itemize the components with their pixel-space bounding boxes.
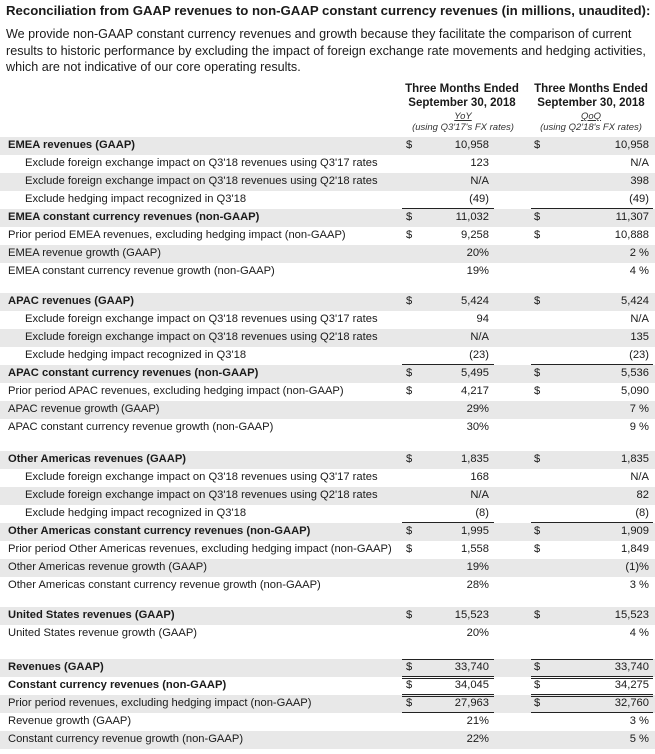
col1-value: 20% xyxy=(466,627,489,639)
col2-value: 7 % xyxy=(629,403,649,415)
col1-value: 94 xyxy=(476,313,489,325)
table-row xyxy=(0,487,655,505)
row-label: EMEA revenue growth (GAAP) xyxy=(8,247,161,259)
table-row xyxy=(0,731,655,749)
table-row xyxy=(0,311,655,329)
col2-value: 4 % xyxy=(629,265,649,277)
table-row xyxy=(0,347,655,365)
section-gap xyxy=(0,595,655,607)
col2-sub-note: (using Q2'18's FX rates) xyxy=(540,121,642,133)
col2-value: 10,958 xyxy=(614,139,649,151)
col1-header-line1: Three Months Ended xyxy=(405,83,519,95)
col1-dollar-sign: $ xyxy=(406,211,413,223)
row-label: APAC constant currency revenues (non-GAAP) xyxy=(8,367,259,379)
table-row xyxy=(0,365,655,383)
col1-value: 4,217 xyxy=(461,385,489,397)
col2-dollar-sign: $ xyxy=(534,525,541,537)
col2-value: 398 xyxy=(630,175,649,187)
row-label: Exclude hedging impact recognized in Q3'18 xyxy=(25,193,247,205)
col1-value: 28% xyxy=(466,579,489,591)
table-row xyxy=(0,659,655,677)
table-row xyxy=(0,155,655,173)
col2-dollar-sign: $ xyxy=(534,543,541,555)
col1-value: 5,495 xyxy=(461,367,489,379)
table-row xyxy=(0,559,655,577)
total-underline xyxy=(402,522,494,523)
row-label: Constant currency revenues (non-GAAP) xyxy=(8,679,227,691)
row-label: Prior period revenues, excluding hedging impact (non-GAAP) xyxy=(8,697,312,709)
total-underline xyxy=(402,676,494,679)
col1-value: (49) xyxy=(469,193,489,205)
col1-value: 168 xyxy=(470,471,489,483)
col1-value: 21% xyxy=(466,715,489,727)
total-underline xyxy=(531,712,653,713)
col1-value: 15,523 xyxy=(454,609,489,621)
col2-value: 9 % xyxy=(629,421,649,433)
col2-value: N/A xyxy=(630,157,649,169)
col2-subheader xyxy=(529,112,653,133)
row-label: Prior period Other Americas revenues, excluding hedging impact (non-GAAP) xyxy=(8,543,392,555)
table-row xyxy=(0,419,655,437)
col1-dollar-sign: $ xyxy=(406,679,413,691)
total-underline xyxy=(531,208,653,209)
row-label: Exclude hedging impact recognized in Q3'18 xyxy=(25,349,247,361)
col1-header xyxy=(402,83,522,110)
total-underline xyxy=(531,676,653,679)
col2-header xyxy=(531,83,651,110)
col2-value: 1,909 xyxy=(621,525,649,537)
total-underline xyxy=(531,364,653,365)
total-underline xyxy=(402,712,494,713)
col1-value: 29% xyxy=(466,403,489,415)
total-underline xyxy=(531,659,653,660)
table-row xyxy=(0,523,655,541)
col1-value: 9,258 xyxy=(461,229,489,241)
col2-value: (23) xyxy=(629,349,649,361)
row-label: Exclude foreign exchange impact on Q3'18 revenues using Q3'17 rates xyxy=(25,157,378,169)
col2-value: 33,740 xyxy=(614,661,649,673)
col1-value: (23) xyxy=(469,349,489,361)
table-row xyxy=(0,541,655,559)
row-label: EMEA constant currency revenues (non-GAAP) xyxy=(8,211,260,223)
col1-value: 27,963 xyxy=(454,697,489,709)
col2-value: 5 % xyxy=(629,733,649,745)
col1-value: 34,045 xyxy=(454,679,489,691)
col1-subheader xyxy=(402,112,524,133)
intro-paragraph: We provide non-GAAP constant currency revenues and growth because they facilitate the comparison of current results to historic performance by excluding the impact of foreign exchange rate movements and hedging activities, which are not indicative of our core operating results. xyxy=(6,27,646,74)
col1-value: 30% xyxy=(466,421,489,433)
col2-value: 1,849 xyxy=(621,543,649,555)
col1-value: N/A xyxy=(470,331,489,343)
col2-dollar-sign: $ xyxy=(534,697,541,709)
col2-value: 15,523 xyxy=(614,609,649,621)
col1-value: 19% xyxy=(466,265,489,277)
col2-value: N/A xyxy=(630,313,649,325)
col2-value: 2 % xyxy=(629,247,649,259)
col1-dollar-sign: $ xyxy=(406,661,413,673)
total-underline xyxy=(531,694,653,697)
col2-value: 82 xyxy=(636,489,649,501)
table-row xyxy=(0,245,655,263)
col2-value: 3 % xyxy=(629,715,649,727)
col2-dollar-sign: $ xyxy=(534,367,541,379)
col1-dollar-sign: $ xyxy=(406,139,413,151)
row-label: Exclude foreign exchange impact on Q3'18 revenues using Q2'18 rates xyxy=(25,331,378,343)
table-row xyxy=(0,695,655,713)
col2-value: 4 % xyxy=(629,627,649,639)
col1-value: 1,995 xyxy=(461,525,489,537)
table-row xyxy=(0,293,655,311)
col2-value: 10,888 xyxy=(614,229,649,241)
col2-dollar-sign: $ xyxy=(534,229,541,241)
col2-dollar-sign: $ xyxy=(534,295,541,307)
row-label: Constant currency revenue growth (non-GAAP) xyxy=(8,733,244,745)
col1-header-line2: September 30, 2018 xyxy=(408,96,516,109)
col1-value: 1,558 xyxy=(461,543,489,555)
col1-value: 1,835 xyxy=(461,453,489,465)
col2-value: 11,307 xyxy=(615,211,649,223)
total-underline xyxy=(402,694,494,697)
col2-dollar-sign: $ xyxy=(534,609,541,621)
row-label: Other Americas revenue growth (GAAP) xyxy=(8,561,207,573)
col2-dollar-sign: $ xyxy=(534,679,541,691)
col1-value: 5,424 xyxy=(461,295,489,307)
col2-header-line2: September 30, 2018 xyxy=(537,96,645,109)
table-row xyxy=(0,209,655,227)
col2-value: (49) xyxy=(629,193,649,205)
table-row xyxy=(0,469,655,487)
col2-value: 5,090 xyxy=(621,385,649,397)
table-row xyxy=(0,677,655,695)
table-row xyxy=(0,173,655,191)
col2-value: N/A xyxy=(630,471,649,483)
col1-value: 19% xyxy=(466,561,489,573)
col2-value: 1,835 xyxy=(621,453,649,465)
col2-dollar-sign: $ xyxy=(534,385,541,397)
total-underline xyxy=(402,208,494,209)
col1-value: N/A xyxy=(470,489,489,501)
col1-dollar-sign: $ xyxy=(406,385,413,397)
col2-header-line1: Three Months Ended xyxy=(534,83,648,95)
row-label: EMEA revenues (GAAP) xyxy=(8,139,136,151)
row-label: EMEA constant currency revenue growth (non-GAAP) xyxy=(8,265,275,277)
table-row xyxy=(0,505,655,523)
col2-value: 34,275 xyxy=(614,679,649,691)
col1-sub-label: YoY xyxy=(454,111,472,122)
col2-value: 3 % xyxy=(629,579,649,591)
table-row xyxy=(0,383,655,401)
col1-value: 123 xyxy=(470,157,489,169)
col2-value: 135 xyxy=(630,331,649,343)
col1-dollar-sign: $ xyxy=(406,609,413,621)
table-row xyxy=(0,329,655,347)
col2-dollar-sign: $ xyxy=(534,139,541,151)
col1-dollar-sign: $ xyxy=(406,543,413,555)
section-gap xyxy=(0,281,655,293)
col2-value: 5,536 xyxy=(621,367,649,379)
row-label: Other Americas constant currency revenue growth (non-GAAP) xyxy=(8,579,321,591)
col1-dollar-sign: $ xyxy=(406,229,413,241)
total-underline xyxy=(402,364,494,365)
table-row xyxy=(0,191,655,209)
col1-value: 22% xyxy=(466,733,489,745)
col1-dollar-sign: $ xyxy=(406,367,413,379)
table-row xyxy=(0,577,655,595)
col2-dollar-sign: $ xyxy=(534,661,541,673)
col2-value: (8) xyxy=(635,507,649,519)
col2-value: 32,760 xyxy=(614,697,649,709)
col1-dollar-sign: $ xyxy=(406,295,413,307)
table-row xyxy=(0,227,655,245)
row-label: Exclude foreign exchange impact on Q3'18 revenues using Q3'17 rates xyxy=(25,471,378,483)
table-row xyxy=(0,713,655,731)
col1-value: 10,958 xyxy=(454,139,489,151)
total-underline xyxy=(531,522,653,523)
row-label: United States revenues (GAAP) xyxy=(8,609,175,621)
col2-sub-label: QoQ xyxy=(580,111,602,122)
table-row xyxy=(0,607,655,625)
total-underline xyxy=(402,659,494,660)
row-label: Exclude hedging impact recognized in Q3'18 xyxy=(25,507,247,519)
row-label: APAC revenues (GAAP) xyxy=(8,295,134,307)
col1-dollar-sign: $ xyxy=(406,697,413,709)
row-label: APAC revenue growth (GAAP) xyxy=(8,403,160,415)
col1-sub-note: (using Q3'17's FX rates) xyxy=(412,121,514,133)
col1-value: 20% xyxy=(466,247,489,259)
page-title: Reconciliation from GAAP revenues to non-GAAP constant currency revenues (in millions, unaudited): xyxy=(6,3,651,18)
section-gap xyxy=(0,643,655,659)
col2-dollar-sign: $ xyxy=(534,211,541,223)
row-label: United States revenue growth (GAAP) xyxy=(8,627,198,639)
row-label: Prior period EMEA revenues, excluding hedging impact (non-GAAP) xyxy=(8,229,346,241)
col1-value: N/A xyxy=(470,175,489,187)
table-row xyxy=(0,451,655,469)
col1-value: (8) xyxy=(475,507,489,519)
row-label: APAC constant currency revenue growth (non-GAAP) xyxy=(8,421,274,433)
row-label: Prior period APAC revenues, excluding hedging impact (non-GAAP) xyxy=(8,385,344,397)
col1-value: 11,032 xyxy=(455,211,489,223)
col2-value: 5,424 xyxy=(621,295,649,307)
table-row xyxy=(0,401,655,419)
section-gap xyxy=(0,437,655,451)
row-label: Revenue growth (GAAP) xyxy=(8,715,132,727)
table-row xyxy=(0,625,655,643)
row-label: Exclude foreign exchange impact on Q3'18 revenues using Q2'18 rates xyxy=(25,175,378,187)
col2-value: (1)% xyxy=(625,561,649,573)
col1-dollar-sign: $ xyxy=(406,453,413,465)
row-label: Exclude foreign exchange impact on Q3'18 revenues using Q3'17 rates xyxy=(25,313,378,325)
row-label: Other Americas revenues (GAAP) xyxy=(8,453,187,465)
row-label: Exclude foreign exchange impact on Q3'18 revenues using Q2'18 rates xyxy=(25,489,378,501)
row-label: Revenues (GAAP) xyxy=(8,661,104,673)
col2-dollar-sign: $ xyxy=(534,453,541,465)
table-row xyxy=(0,263,655,281)
col1-dollar-sign: $ xyxy=(406,525,413,537)
row-label: Other Americas constant currency revenues (non-GAAP) xyxy=(8,525,311,537)
table-row xyxy=(0,137,655,155)
col1-value: 33,740 xyxy=(454,661,489,673)
